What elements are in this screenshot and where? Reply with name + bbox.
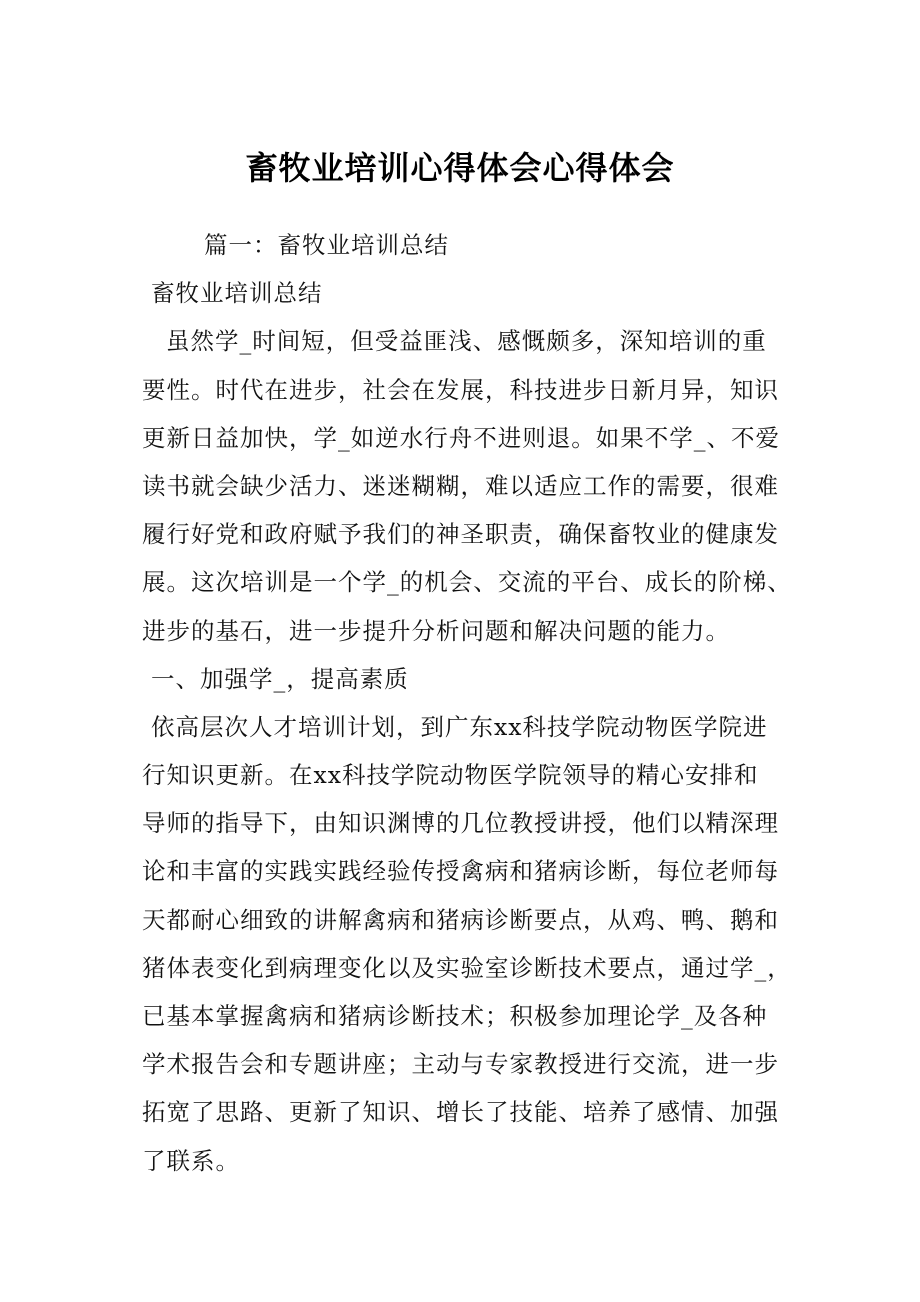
- paragraph-line: 论和丰富的实践实践经验传授禽病和猪病诊断，每位老师每: [142, 857, 779, 886]
- document-body: [142, 221, 802, 1185]
- paragraph-line: 行知识更新。在xx科技学院动物医学院领导的精心安排和: [142, 761, 759, 790]
- paragraph-line: 要性。时代在进步，社会在发展，科技进步日新月异，知识: [142, 375, 779, 404]
- paragraph-line: 学术报告会和专题讲座；主动与专家教授进行交流，进一步: [142, 1050, 779, 1079]
- paragraph-line: 更新日益加快，学_如逆水行舟不进则退。如果不学_、不爱: [142, 423, 780, 452]
- paragraph-line: 履行好党和政府赋予我们的神圣职责，确保畜牧业的健康发: [142, 520, 779, 549]
- paragraph-line: 依高层次人才培训计划，到广东xx科技学院动物医学院进: [151, 712, 768, 741]
- paragraph-line: 展。这次培训是一个学_的机会、交流的平台、成长的阶梯、: [142, 568, 792, 597]
- subtitle: 畜牧业培训总结: [151, 279, 323, 308]
- paragraph-line: 虽然学_时间短，但受益匪浅、感慨颇多，深知培训的重: [166, 327, 767, 356]
- section-label: 篇一：畜牧业培训总结: [204, 231, 449, 259]
- document-title: 畜牧业培训心得体会心得体会: [245, 149, 675, 187]
- paragraph-line: 天都耐心细致的讲解禽病和猪病诊断要点，从鸡、鸭、鹅和: [142, 905, 779, 934]
- paragraph-line: 已基本掌握禽病和猪病诊断技术；积极参加理论学_及各种: [142, 1002, 768, 1030]
- paragraph-line: 导师的指导下，由知识渊博的几位教授讲授，他们以精深理: [142, 809, 779, 838]
- paragraph-line: 读书就会缺少活力、迷迷糊糊，难以适应工作的需要，很难: [142, 471, 779, 500]
- paragraph-line: 进步的基石，进一步提升分析问题和解决问题的能力。: [142, 616, 730, 645]
- paragraph-line: 拓宽了思路、更新了知识、增长了技能、培养了感情、加强: [142, 1098, 779, 1127]
- section-heading: 一、加强学_，提高素质: [151, 664, 409, 693]
- paragraph-line: 猪体表变化到病理变化以及实验室诊断技术要点，通过学_，: [142, 953, 792, 982]
- paragraph-line: 了联系。: [142, 1146, 240, 1175]
